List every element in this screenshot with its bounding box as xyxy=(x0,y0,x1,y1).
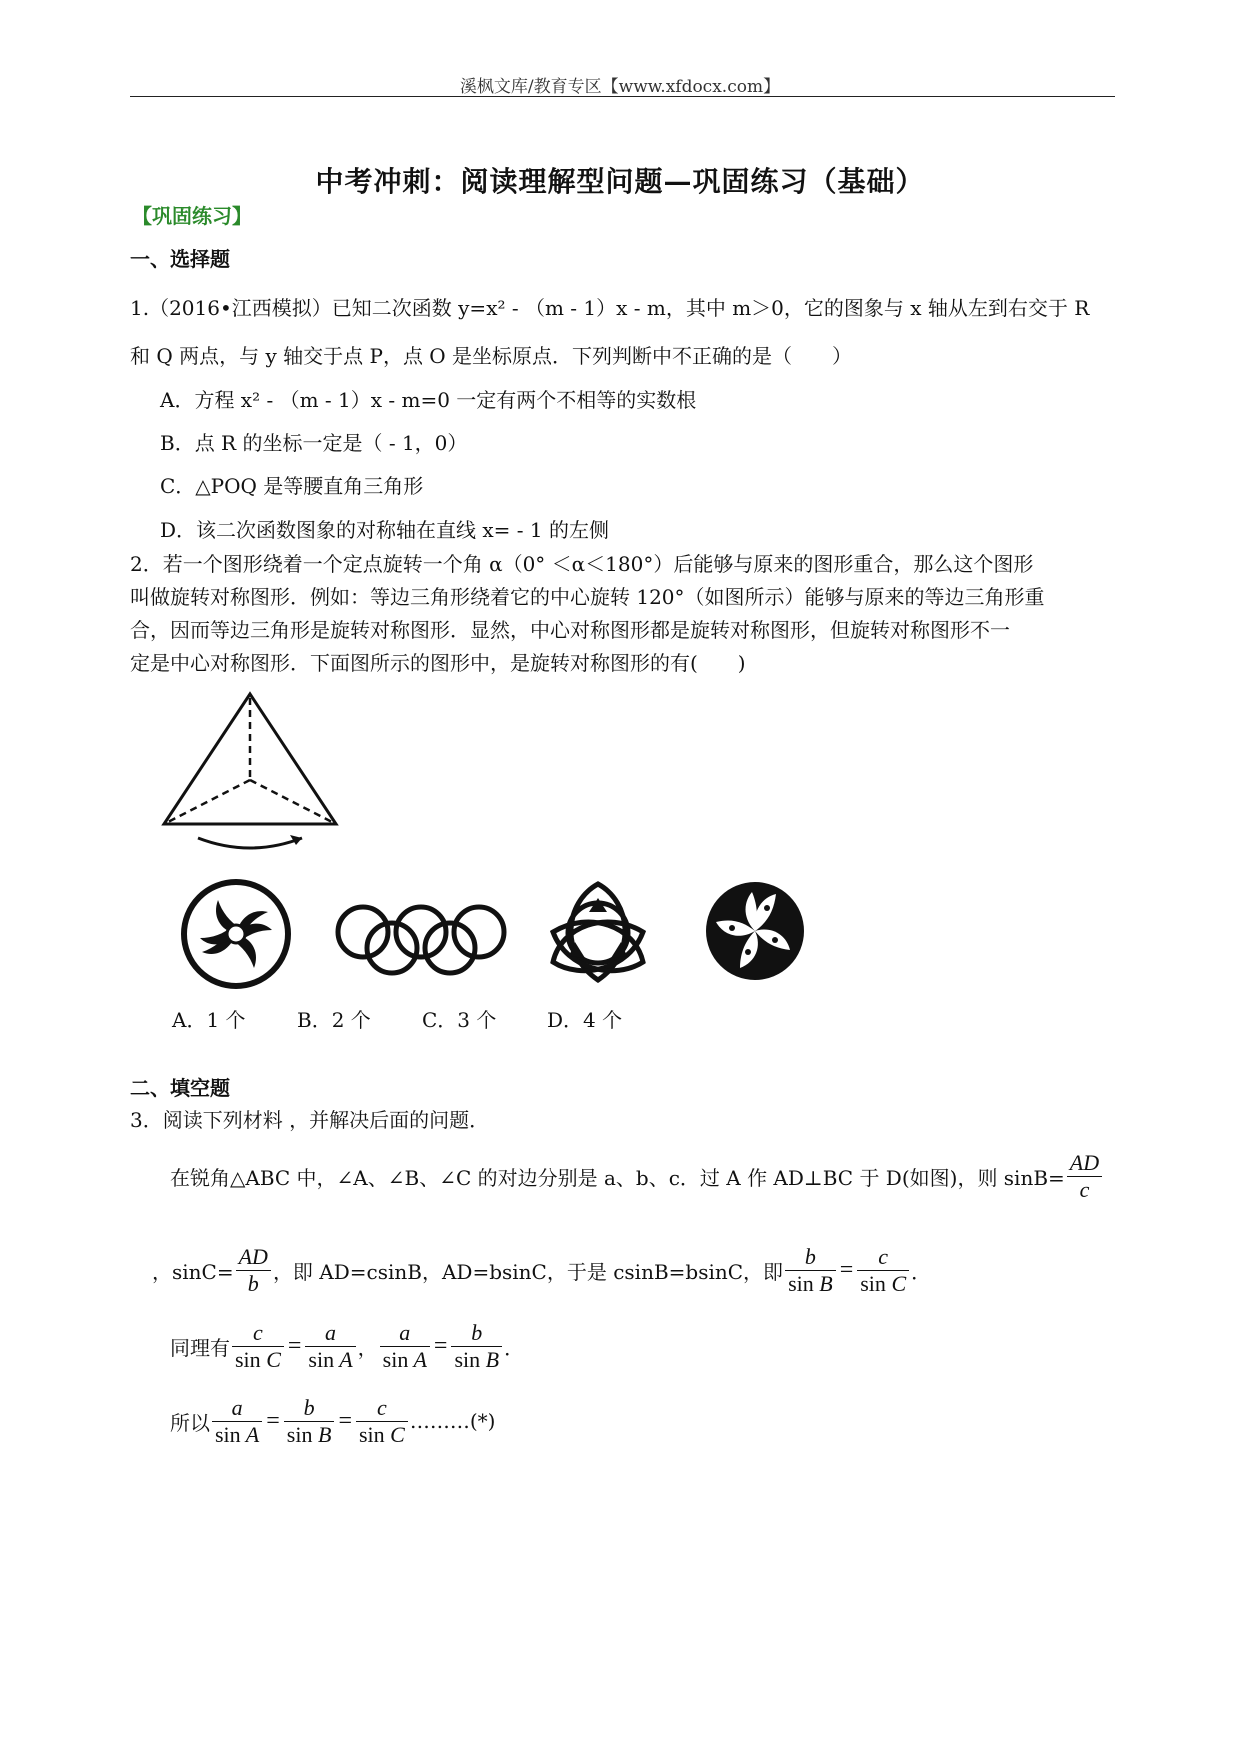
bauhinia-circle-figure xyxy=(704,880,806,982)
sin-label: sin xyxy=(215,1421,241,1447)
section-tag: 【巩固练习】 xyxy=(132,204,252,228)
frac-num: a xyxy=(305,1320,355,1346)
q2-stem-line1: 2．若一个图形绕着一个定点旋转一个角 α（0° ＜α＜180°）后能够与原来的图形重合，那么这个图形 xyxy=(130,552,1034,576)
q2-option-a: A．1 个 xyxy=(172,1008,246,1032)
q2-option-c: C．3 个 xyxy=(422,1008,497,1032)
frac-c-over-sinc xyxy=(857,1244,909,1296)
angle-label: C xyxy=(390,1421,405,1447)
frac-num: b xyxy=(284,1395,335,1421)
q1-stem-line1: 1.（2016•江西模拟）已知二次函数 y=x² - （m - 1）x - m，其中 m＞0，它的图象与 x 轴从左到右交于 R xyxy=(130,296,1090,320)
period: ． xyxy=(911,1259,932,1284)
sin-label: sin xyxy=(454,1346,481,1372)
q2-option-b: B．2 个 xyxy=(297,1008,371,1032)
header-divider xyxy=(130,96,1115,97)
frac-den xyxy=(284,1422,335,1447)
triangle-rotation-figure xyxy=(150,690,350,850)
q3-line1 xyxy=(170,1144,1104,1208)
page-title: 中考冲刺：阅读理解型问题—巩固练习（基础） xyxy=(315,165,925,198)
q3-line4 xyxy=(170,1389,495,1453)
q2-stem-line4: 定是中心对称图形．下面图所示的图形中，是旋转对称图形的有( ) xyxy=(130,651,746,675)
angle-label: C xyxy=(891,1270,907,1296)
frac-ad-over-c xyxy=(1067,1150,1102,1202)
sin-label: sin xyxy=(382,1346,409,1372)
q3-line2-prefix: ，sinC= xyxy=(152,1259,234,1284)
q3-line1-text: 在锐角△ABC 中，∠A、∠B、∠C 的对边分别是 a、b、c．过 A 作 AD⊥BC 于 D(如图)，则 sinB= xyxy=(170,1165,1065,1190)
q1-option-b: B．点 R 的坐标一定是（ - 1，0） xyxy=(160,431,468,455)
sin-label: sin xyxy=(286,1421,313,1447)
frac-ad-over-b xyxy=(236,1244,271,1296)
angle-label: C xyxy=(266,1346,281,1372)
sin-label: sin xyxy=(308,1346,335,1372)
page-header: 溪枫文库/教育专区【www.xfdocx.com】 xyxy=(459,77,781,97)
frac-num: c xyxy=(232,1320,284,1346)
sin-label: sin xyxy=(860,1270,886,1296)
angle-label: A xyxy=(339,1346,353,1372)
frac-den: c xyxy=(1079,1176,1090,1202)
sin-label: sin xyxy=(358,1421,385,1447)
equals-sign: = xyxy=(338,1407,352,1434)
frac-num: b xyxy=(785,1244,836,1270)
equals-sign: = xyxy=(839,1256,854,1283)
frac-a-over-sina xyxy=(212,1395,262,1447)
frac-c-over-sinc xyxy=(232,1320,284,1372)
q2-stem-line3: 合，因而等边三角形是旋转对称图形．显然，中心对称图形都是旋转对称图形，但旋转对称图形不一 xyxy=(130,618,1010,642)
equals-sign: = xyxy=(266,1407,280,1434)
frac-b-over-sinb xyxy=(785,1244,836,1296)
equals-sign: = xyxy=(433,1332,448,1359)
sin-label: sin xyxy=(235,1346,261,1372)
angle-label: B xyxy=(819,1270,833,1296)
equals-sign: = xyxy=(287,1332,302,1359)
q3-line3-prefix: 同理有 xyxy=(170,1335,230,1360)
frac-num: b xyxy=(451,1320,502,1346)
q2-stem-line2: 叫做旋转对称图形．例如：等边三角形绕着它的中心旋转 120°（如图所示）能够与原来的等边三角形重 xyxy=(130,585,1045,609)
angle-label: A xyxy=(245,1421,260,1447)
olympic-rings-figure xyxy=(333,902,509,978)
frac-b-over-sinb xyxy=(451,1320,502,1372)
frac-num: c xyxy=(857,1244,909,1270)
frac-num: a xyxy=(380,1320,430,1346)
q3-intro: 3．阅读下列材料 ，并解决后面的问题． xyxy=(130,1108,490,1132)
frac-den xyxy=(451,1347,502,1372)
q3-line4-suffix: ………(*) xyxy=(409,1409,496,1433)
frac-den xyxy=(212,1422,262,1447)
frac-num: AD xyxy=(1067,1150,1102,1176)
trefoil-knot-figure xyxy=(545,880,651,986)
frac-b-over-sinb xyxy=(284,1395,335,1447)
angle-label: B xyxy=(485,1346,500,1372)
q1-option-a: A．方程 x² - （m - 1）x - m=0 一定有两个不相等的实数根 xyxy=(160,388,697,412)
frac-num: c xyxy=(356,1395,408,1421)
q3-line2-text: ，即 AD=csinB，AD=bsinC，于是 csinB=bsinC，即 xyxy=(272,1259,784,1284)
period: ． xyxy=(504,1335,525,1360)
section-heading-fill: 二、填空题 xyxy=(130,1076,230,1100)
frac-den xyxy=(857,1271,909,1296)
q1-option-c: C．△POQ 是等腰直角三角形 xyxy=(160,474,424,498)
frac-c-over-sinc xyxy=(356,1395,408,1447)
frac-den xyxy=(232,1347,284,1372)
section-heading-choice: 一、选择题 xyxy=(130,247,230,271)
frac-den xyxy=(785,1271,836,1296)
frac-num: AD xyxy=(236,1244,271,1270)
q3-line3 xyxy=(170,1314,524,1378)
angle-label: A xyxy=(413,1346,427,1372)
frac-a-over-sina xyxy=(380,1320,430,1372)
q1-stem-line2: 和 Q 两点，与 y 轴交于点 P，点 O 是坐标原点．下列判断中不正确的是（ ） xyxy=(130,344,853,368)
comma: ， xyxy=(357,1335,378,1360)
frac-num: a xyxy=(212,1395,262,1421)
frac-den: b xyxy=(247,1270,259,1296)
frac-den xyxy=(356,1422,408,1447)
frac-den xyxy=(305,1347,355,1372)
frac-den xyxy=(380,1347,430,1372)
q3-line2 xyxy=(152,1238,931,1302)
q2-option-d: D．4 个 xyxy=(547,1008,623,1032)
frac-a-over-sina xyxy=(305,1320,355,1372)
sin-label: sin xyxy=(788,1270,814,1296)
q1-option-d: D．该二次函数图象的对称轴在直线 x= - 1 的左侧 xyxy=(160,518,609,542)
pinwheel-circle-figure xyxy=(180,878,296,990)
q3-line4-prefix: 所以 xyxy=(170,1410,210,1435)
angle-label: B xyxy=(317,1421,332,1447)
